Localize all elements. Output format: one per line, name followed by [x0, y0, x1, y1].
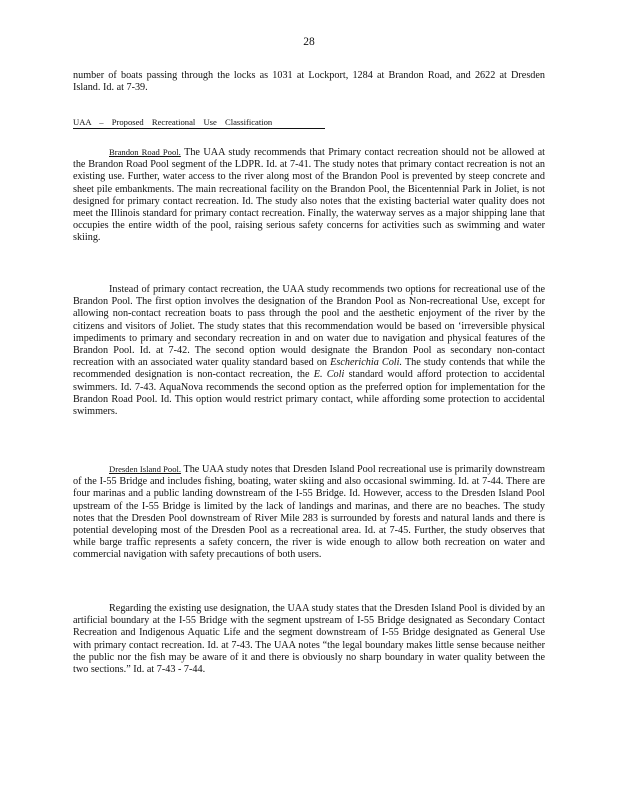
paragraph-text: [73, 463, 545, 562]
existing-use-paragraph: [73, 603, 545, 676]
paragraph-text: [73, 146, 545, 245]
existing-use-text: Regarding the existing use designation, the UAA study states that the Dresden Island Pool is divided by an artificial boundary at the I-55 Bridge with the segment upstream of I-55 Bridge designated as Secondary Contact Recreation and Indigenous Aquatic Life and the segment downstream of I-55 Bridge designated as General Use with primary contact recreation. Id. at 7-43. The UAA notes “the legal boundary makes little sense because neither the public nor the fish may be aware of it and there is obviously no sharp boundary in water quality between the two sections.” Id. at 7-43 - 7-44.: [73, 603, 545, 676]
dresden-pool-subheading: Dresden Island Pool.: [109, 464, 182, 474]
brandon-pool-text: The UAA study recommends that Primary contact recreation should not be allowed at the Brandon Road Pool segment of the LDPR. Id. at 7-41. The study notes that primary contact recreation is not an existing use. Further, water access to the river along most of the Brandon Pool is prevented by steep concrete and sheet pile embankments. The main recreational facility on the Brandon Pool, the Bicentennial Park in Joliet, is not designed for primary contact recreation. Id. The study also notes that the existing bacterial water quality does not meet the Illinois standard for primary contact recreation. Finally, the waterway serves as a major shipping lane that occupies the entire width of the pool, raising serious safety concerns for activities such as swimming and water skiing.: [73, 147, 545, 244]
ecoli-abbrev: E. Coli: [313, 369, 345, 381]
brandon-pool-paragraph: [73, 146, 545, 245]
brandon-pool-subheading: Brandon Road Pool.: [109, 147, 181, 157]
brandon-options-text-a: Instead of primary contact recreation, the UAA study recommends two options for recreational use of the Brandon Pool. The first option involves the designation of the Brandon Pool as Non-recreational Use, except for allowing non-contact recreation boats to pass through the pool and the aesthetic enjoyment of the river by the citizens and visitors of Joliet. The study states that this recommendation would be based on ‘irreversible physical impediments to primary and secondary recreation in and on water due to navigation and physical features of the Brandon Pool. Id. at 7-42. The second option would designate the Brandon Pool as secondary non-contact recreation with an associated water quality standard based on: [73, 284, 545, 369]
dresden-pool-paragraph: [73, 463, 545, 562]
intro-paragraph: [73, 70, 545, 94]
intro-text: number of boats passing through the locks as 1031 at Lockport, 1284 at Brandon Road, and 2622 at Dresden Island. Id. at 7-39.: [73, 70, 545, 94]
brandon-options-paragraph: [73, 284, 545, 418]
brandon-options-text-c: standard would afford protection to accidental swimmers. Id. 7-43. AquaNova recommends the second option as the preferred option for implementation for the Brandon Road Pool. Id. This option would restrict primary contact, while affording some protection to accidental swimmers.: [73, 369, 545, 418]
page-number: 28: [303, 36, 315, 48]
paragraph-text: [73, 284, 545, 418]
dresden-pool-text: The UAA study notes that Dresden Island Pool recreational use is primarily downstream of the I-55 Bridge and includes fishing, boating, water skiing and also occasional swimming. Id. at 7-44. There are four marinas and a public landing downstream of the I-55 Bridge. Id. However, access to the Dresden Island Pool upstream of the I-55 Bridge is limited by the lack of landings and marinas, and there are no beaches. The study notes that the Dresden Pool downstream of River Mile 283 is surrounded by forests and natural lands and there is potential developing most of the Dresden Pool as a recreational area. Id. at 7-45. Further, the study observes that while barge traffic represents a safety concern, the river is wide enough to allow both recreation on water and commercial navigation with safety precautions of both users.: [73, 464, 546, 561]
brandon-options-text-b: The study contends that while the recommended designation is non-contact recreation, the: [73, 357, 545, 381]
ecoli-term: Escherichia Coli.: [330, 357, 403, 369]
section-heading: UAA – Proposed Recreational Use Classification: [73, 117, 325, 129]
